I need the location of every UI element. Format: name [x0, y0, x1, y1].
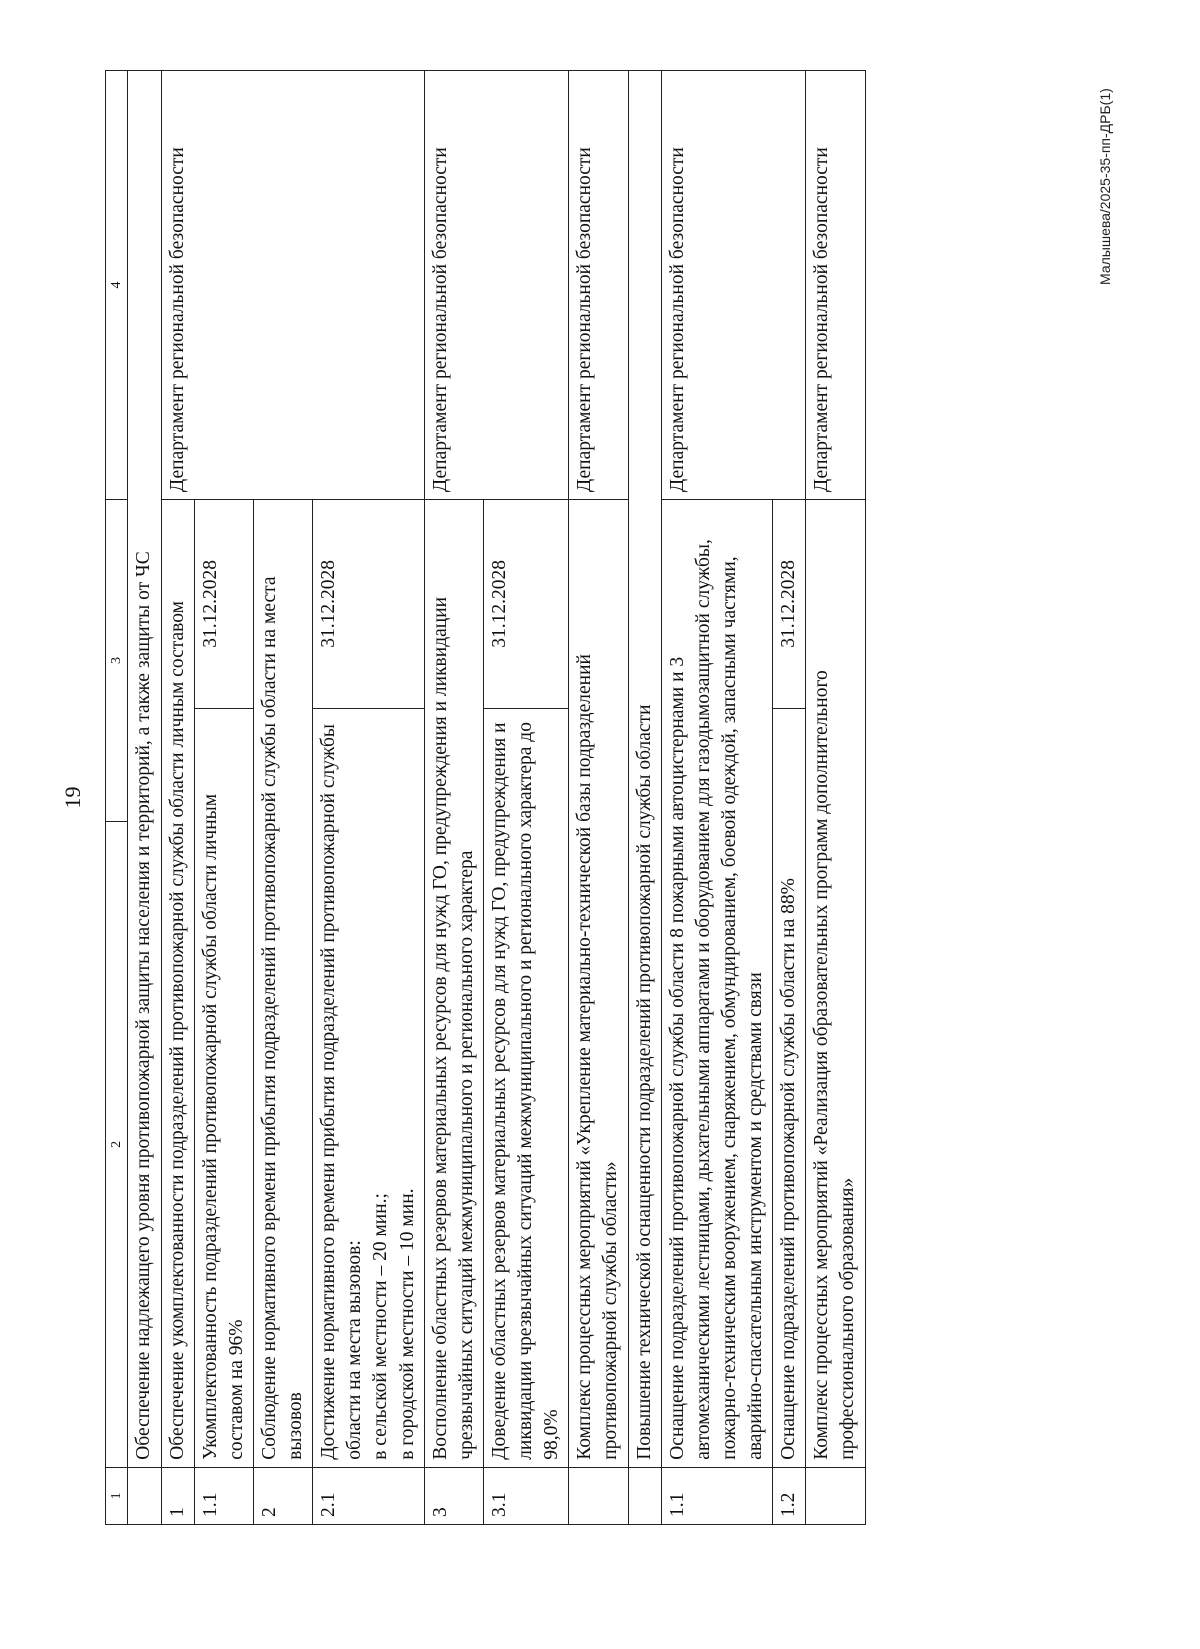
page-number: 19 — [60, 786, 85, 809]
complex-title: Комплекс процессных мероприятий «Укрепление материально-технической базы подразделений противопожарной службы области» — [569, 500, 628, 1468]
section-num-cell — [128, 1467, 161, 1524]
row-number — [628, 1467, 661, 1524]
row-number — [569, 1467, 628, 1524]
row-number — [806, 1467, 865, 1524]
deadline-date: 31.12.2028 — [313, 500, 425, 709]
result-text — [313, 708, 425, 1467]
task-text: Соблюдение нормативного времени прибытия подразделений противопожарной службы области на места вызовов — [253, 500, 312, 1468]
header-col-3: 3 — [106, 500, 128, 822]
row-number: 3 — [424, 1467, 483, 1524]
header-col-4: 4 — [106, 71, 128, 500]
complex-title: Комплекс процессных мероприятий «Реализация образовательных программ дополнительного профессионального образования» — [806, 500, 865, 1468]
responsible-dept: Департамент региональной безопасности — [569, 71, 628, 500]
section-title: Обеспечение надлежащего уровня противопожарной защиты населения и территорий, а также защиты от ЧС — [128, 71, 161, 1468]
row-number: 2 — [253, 1467, 312, 1524]
header-col-1: 1 — [106, 1467, 128, 1524]
responsible-dept: Департамент региональной безопасности — [161, 71, 424, 500]
section-title-row — [128, 71, 161, 1525]
responsible-dept: Департамент региональной безопасности — [806, 71, 865, 500]
row-number: 1 — [161, 1467, 194, 1524]
row-number: 1.1 — [194, 1467, 253, 1524]
rotated-page-content — [60, 70, 965, 1525]
task-text: Восполнение областных резервов материальных ресурсов для нужд ГО, предупреждения и ликвидации чрезвычайных ситуаций межмуниципального и регионального характера — [424, 500, 483, 1468]
table-row — [569, 71, 628, 1525]
result-text-main: Достижение нормативного времени прибытия подразделений противопожарной службы области на места вызовов: — [318, 723, 366, 1460]
result-text: Оснащение подразделений противопожарной службы области на 88% — [773, 708, 806, 1467]
result-text: Доведение областных резервов материальных ресурсов для нужд ГО, предупреждения и ликвидации чрезвычайных ситуаций межмуниципального и регионального характера до 98,0% — [483, 708, 568, 1467]
deadline-date: 31.12.2028 — [483, 500, 568, 709]
result-text-urban: в городской местности – 10 мин. — [396, 1188, 418, 1460]
document-reference: Малышева/2025-35-пп-ДРБ(1) — [1097, 88, 1113, 285]
table-header-row — [106, 71, 128, 1525]
result-text-rural: в сельской местности – 20 мин.; — [370, 1193, 392, 1460]
row-number: 3.1 — [483, 1467, 568, 1524]
deadline-date: 31.12.2028 — [773, 500, 806, 709]
responsible-dept: Департамент региональной безопасности — [661, 71, 806, 500]
task-text: Оснащение подразделений противопожарной службы области 8 пожарными автоцистернами и 3 автомеханическими лестницами, дыхательными аппаратами и оборудованием для газодымозащитной службы, пожарно-техническим вооружением, снаряжением, обмундированием, боевой одеждой, запасными частями, аварийно-спасательным инструментом и средствами связи — [661, 500, 773, 1468]
measures-table — [105, 70, 866, 1525]
row-number: 1.1 — [661, 1467, 773, 1524]
table-row — [424, 71, 483, 1525]
row-number: 2.1 — [313, 1467, 425, 1524]
table-row — [161, 71, 194, 1525]
responsible-dept: Департамент региональной безопасности — [424, 71, 569, 500]
table-row — [806, 71, 865, 1525]
task-text: Обеспечение укомплектованности подразделений противопожарной службы области личным составом — [161, 500, 194, 1468]
deadline-date: 31.12.2028 — [194, 500, 253, 709]
row-number: 1.2 — [773, 1467, 806, 1524]
header-col-2: 2 — [106, 821, 128, 1467]
subsection-title: Повышение технической оснащенности подразделений противопожарной службы области — [628, 71, 661, 1468]
table-row — [661, 71, 773, 1525]
result-text: Укомплектованность подразделений противопожарной службы области личным составом на 96% — [194, 708, 253, 1467]
table-row — [628, 71, 661, 1525]
